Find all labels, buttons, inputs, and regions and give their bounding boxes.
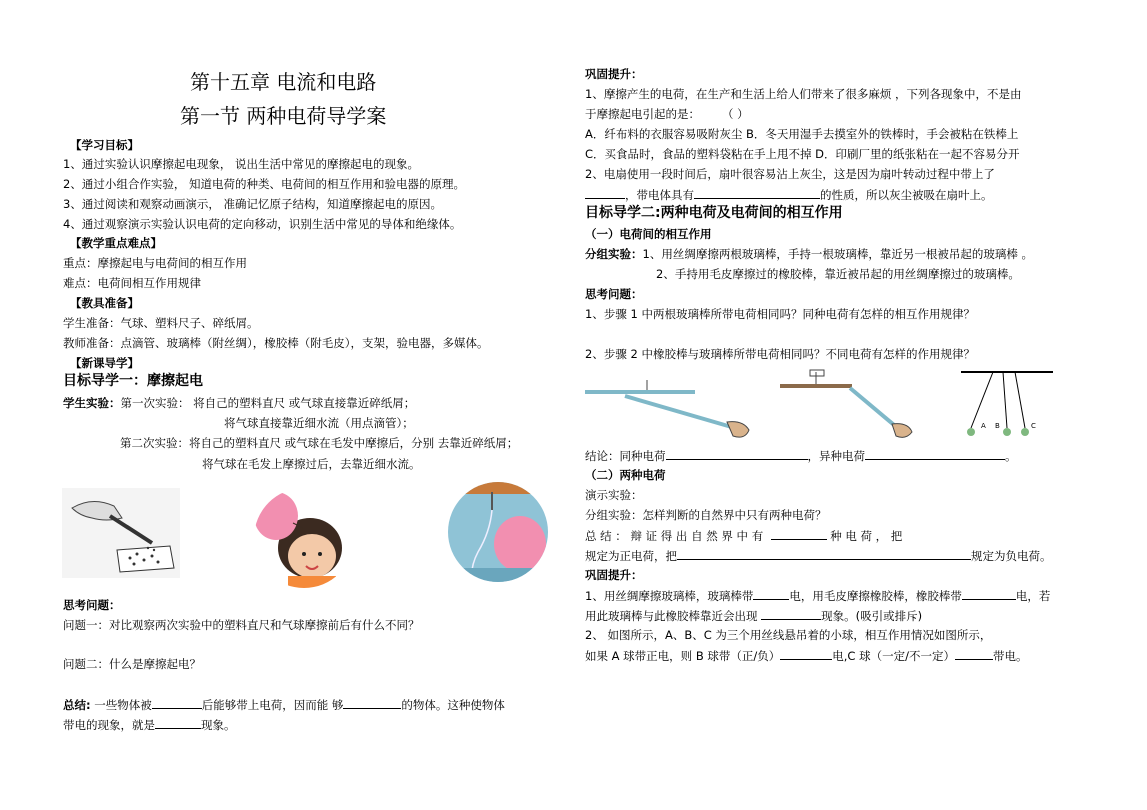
group-experiment-1: 分组实验：1、用丝绸摩擦两根玻璃棒，手持一根玻璃棒，靠近另一根被吊起的玻璃棒 。 [585, 247, 1033, 261]
blank[interactable] [761, 607, 821, 620]
student-experiment-2: 第二次实验：将自己的塑料直尺 或气球在毛发中摩擦后，分别 去靠近碎纸屑； [120, 436, 519, 450]
question-2: 问题二：什么是摩擦起电？ [63, 657, 201, 671]
chapter-title: 第十五章 电流和电路 [190, 70, 377, 94]
balloon-water-image [448, 482, 548, 582]
objective-3: 3、通过阅读和观察动画演示， 准确记忆原子结构，知道摩擦起电的原因。 [63, 197, 442, 211]
difficulty-text: 难点：电荷间相互作用规律 [63, 276, 201, 290]
objective-4: 4、通过观察演示实验认识电荷的定向移动，识别生活中常见的导体和绝缘体。 [63, 217, 462, 231]
blank[interactable] [666, 447, 808, 460]
blank[interactable] [962, 587, 1016, 600]
ball-a [967, 428, 975, 436]
think-heading-right: 思考问题： [585, 287, 643, 301]
section-title: 第一节 两种电荷导学案 [180, 104, 387, 128]
materials-heading: 【教具准备】 [70, 296, 139, 310]
blank[interactable] [771, 527, 827, 540]
practice-1b: 用此玻璃棒与此橡胶棒靠近会出现 现象。(吸引或排斥) [585, 609, 923, 623]
teacher-prep: 教师准备：点滴管、玻璃棒（附丝绸），橡胶棒（附毛皮），支架，验电器，多媒体。 [63, 336, 489, 350]
consolidate-q2a: 2、电扇使用一段时间后，扇叶很容易沾上灰尘，这是因为扇叶转动过程中带上了 [585, 167, 995, 181]
blank[interactable] [694, 186, 820, 199]
rubber-rod-figure-2 [780, 366, 930, 442]
ball-label-a: A [981, 422, 986, 430]
blank[interactable] [753, 587, 789, 600]
blank[interactable] [677, 547, 971, 560]
consolidate-q1-options-1: A．纤布料的衣服容易吸附灰尘 B．冬天用湿手去摸室外的铁棒时，手会被粘在铁棒上 [585, 127, 1019, 141]
blank[interactable] [343, 696, 401, 709]
group-experiment-2: 2、手持用毛皮摩擦过的橡胶棒，靠近被吊起的用丝绸摩擦过的玻璃棒。 [656, 267, 1020, 281]
group-question: 分组实验：怎样判断的自然界中只有两种电荷？ [585, 508, 827, 522]
blank[interactable] [865, 447, 1005, 460]
demo-label: 演示实验： [585, 488, 643, 502]
consolidate-q1-options-2: C．买食品时，食品的塑料袋粘在手上甩不掉 D．印刷厂里的纸张粘在一起不容易分开 [585, 147, 1020, 161]
rod-paper-scraps-image [62, 488, 180, 578]
practice-1a: 1、用丝绸摩擦玻璃棒，玻璃棒带 电，用毛皮摩擦橡胶棒，橡胶棒带 电，若 [585, 589, 1051, 603]
consolidate-q1b: 于摩擦起电引起的是： （ ） [585, 107, 749, 121]
question-1: 问题一：对比观察两次实验中的塑料直尺和气球摩擦前后有什么不同？ [63, 618, 420, 632]
section1-heading: （一）电荷间的相互作用 [585, 227, 712, 241]
ball-label-c: C [1031, 422, 1036, 430]
practice-2a: 2、 如图所示，A、B、C 为三个用丝线悬吊着的小球，相互作用情况如图所示， [585, 628, 992, 642]
goal2-heading: 目标导学二:两种电荷及电荷间的相互作用 [585, 205, 843, 221]
blank[interactable] [155, 716, 201, 729]
consolidate-q1a: 1、摩擦产生的电荷，在生产和生活上给人们带来了很多麻烦 ，下列各现象中，不是由 [585, 87, 1022, 101]
goal1-heading: 目标导学一：摩擦起电 [63, 373, 203, 389]
girl-balloon-image [248, 488, 358, 588]
think-heading-left: 思考问题： [63, 598, 121, 612]
blank[interactable] [585, 186, 625, 199]
student-experiment-1: 学生实验：第一次实验： 将自己的塑料直尺 或气球直接靠近碎纸屑； [63, 396, 416, 410]
conclusion-line: 结论：同种电荷 ，异种电荷 。 [585, 449, 1017, 463]
think-question-2: 2、步骤 2 中橡胶棒与玻璃棒所带电荷相同吗？不同电荷有怎样的作用规律？ [585, 347, 975, 361]
ball-b [1003, 428, 1011, 436]
objectives-heading: 【学习目标】 [70, 138, 139, 152]
summary-line-1: 总结: 一些物体被 后能够带上电荷，因而能 够 的物体。这种使物体 [63, 698, 505, 712]
three-balls-figure [955, 366, 1055, 442]
blank[interactable] [780, 647, 832, 660]
think-question-1: 1、步骤 1 中两根玻璃棒所带电荷相同吗？同种电荷有怎样的相互作用规律？ [585, 307, 975, 321]
student-experiment-1b: 将气球直接靠近细水流（用点滴管）； [224, 416, 414, 430]
keypoints-heading: 【教学重点难点】 [70, 236, 162, 250]
two-charges-summary-1: 总 结 ： 辩 证 得 出 自 然 界 中 有 种 电 荷 ， 把 [585, 529, 903, 543]
blank[interactable] [152, 696, 202, 709]
objective-2: 2、通过小组合作实验， 知道电荷的种类、电荷间的相互作用和验电器的原理。 [63, 177, 465, 191]
consolidate2-heading: 巩固提升： [585, 568, 643, 582]
ball-label-b: B [995, 422, 1000, 430]
student-prep: 学生准备：气球、塑料尺子、碎纸屑。 [63, 316, 259, 330]
summary-line-2: 带电的现象，就是 现象。 [63, 718, 236, 732]
keypoint-text: 重点：摩擦起电与电荷间的相互作用 [63, 256, 247, 270]
section2-heading: （二）两种电荷 [585, 468, 666, 482]
blank[interactable] [955, 647, 993, 660]
consolidate-q2b: ，带电体具有 的性质，所以灰尘被吸在扇叶上。 [585, 186, 993, 203]
objective-1: 1、通过实验认识摩擦起电现象， 说出生活中常见的摩擦起电的现象。 [63, 157, 419, 171]
new-lesson-heading: 【新课导学】 [70, 356, 139, 370]
consolidate-heading: 巩固提升： [585, 67, 643, 81]
student-experiment-2b: 将气球在毛发上摩擦过后，去靠近细水流。 [202, 457, 421, 471]
glass-rod-figure-1 [585, 370, 755, 442]
two-charges-summary-2: 规定为正电荷，把 规定为负电荷。 [585, 549, 1052, 563]
ball-c [1021, 428, 1029, 436]
practice-2b: 如果 A 球带正电，则 B 球带（正/负） 电,C 球（一定/不一定） 带电。 [585, 649, 1028, 663]
